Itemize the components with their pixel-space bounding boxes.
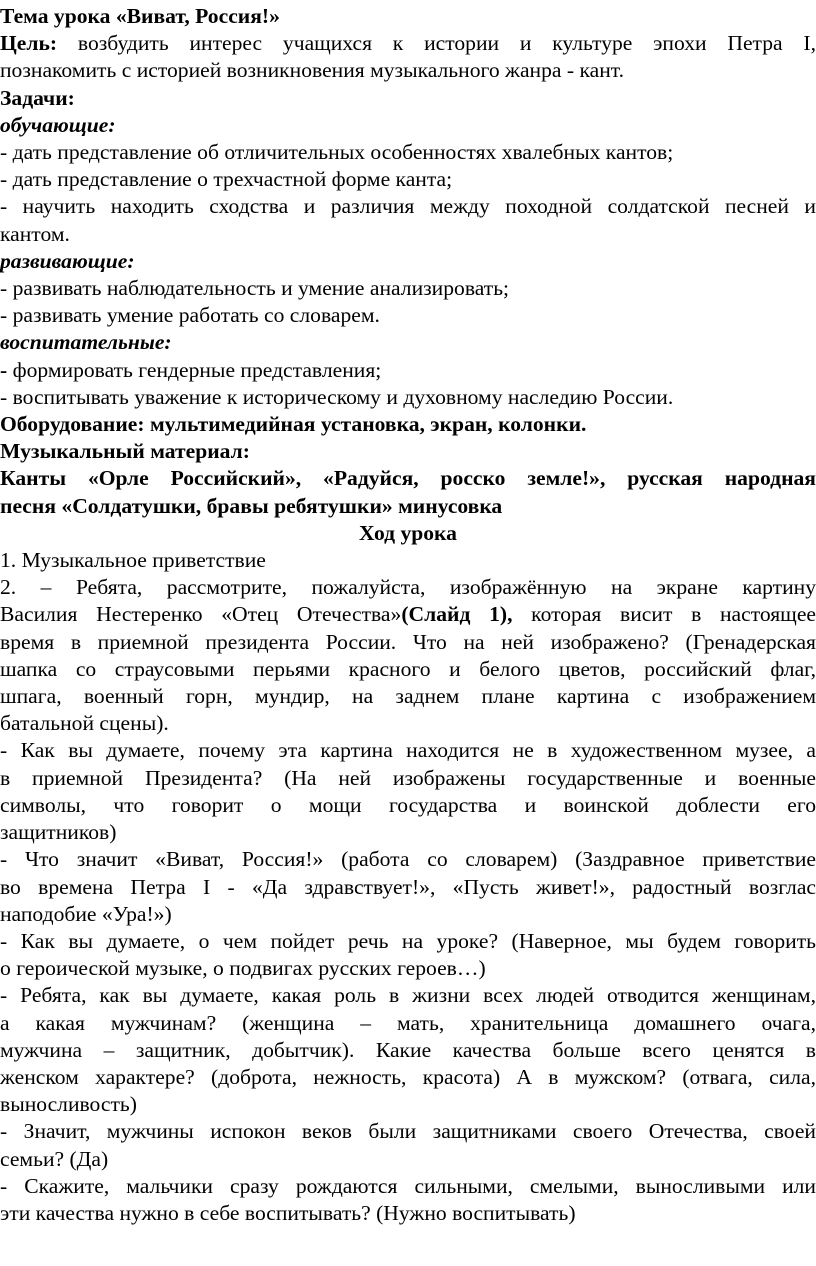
educational-item-2: - воспитывать уважение к историческому и духовному наследию России.: [0, 384, 674, 409]
paragraph-line: семьи? (Да): [0, 1146, 109, 1171]
developing-item: - развивать умение работать со словарем.: [0, 303, 380, 328]
step-2-text: которая висит в настоящее: [512, 602, 816, 627]
paragraph-line: во времена Петра I - «Да здравствует!», «Пусть живет!», радостный возглас: [0, 874, 816, 899]
teaching-item: - дать представление о трехчастной форме канта;: [0, 167, 453, 192]
equipment: Оборудование: мультимедийная установка, экран, колонки.: [0, 412, 587, 437]
goal-label: Цель:: [0, 31, 58, 56]
paragraph-line: - Значит, мужчины испокон веков были защитниками своего Отечества, своей: [0, 1119, 816, 1144]
music-label: Музыкальный материал:: [0, 439, 250, 464]
educational-text-1: формировать гендерные представления;: [7, 357, 382, 382]
step-1: 1. Музыкальное приветствие: [0, 548, 266, 573]
educational-label: воспитательные:: [0, 330, 172, 355]
music-material-line-2: песня «Солдатушки, бравы ребятушки» минусовка: [0, 493, 503, 518]
developing-label: развивающие:: [0, 248, 135, 273]
paragraph-line: мужчина – защитник, добытчик). Какие качества больше всего ценятся в: [0, 1037, 816, 1062]
goal-line-1: [0, 30, 816, 57]
goal-text-1: возбудить интерес учащихся к истории и культуре эпохи Петра I,: [77, 31, 816, 56]
paragraph-line: а какая мужчинам? (женщина – мать, хранительница домашнего очага,: [0, 1010, 816, 1035]
paragraph-line: - Что значит «Виват, Россия!» (работа со словарем) (Заздравное приветствие: [0, 847, 816, 872]
educational-dash: -: [0, 357, 8, 382]
paragraph-line: выносливость): [0, 1092, 137, 1117]
step-2-line: время в приемной президента России. Что на ней изображено? (Гренадерская: [0, 629, 816, 654]
paragraph-line: защитников): [0, 820, 117, 845]
lesson-topic: Тема урока «Виват, Россия!»: [0, 4, 280, 28]
paragraph-line: - Как вы думаете, почему эта картина находится не в художественном музее, а: [0, 738, 816, 763]
paragraph-line: наподобие «Ура!»): [0, 901, 172, 926]
tasks-label: Задачи:: [0, 85, 75, 110]
step-2-line: шапка со страусовыми перьями красного и белого цветов, российский флаг,: [0, 656, 816, 681]
step-2-line: [0, 601, 816, 628]
teaching-label: обучающие:: [0, 112, 116, 137]
paragraph-line: о героической музыке, о подвигах русских героев…): [0, 956, 486, 981]
music-material-line-1: Канты «Орле Российский», «Радуйся, росско земле!», русская народная: [0, 466, 816, 491]
paragraph-line: в приемной Президента? (На ней изображены государственные и военные: [0, 765, 816, 790]
paragraph-line: эти качества нужно в себе воспитывать? (Нужно воспитывать): [0, 1200, 576, 1225]
paragraph-line: - Скажите, мальчики сразу рождаются сильными, смелыми, выносливыми или: [0, 1173, 816, 1198]
lesson-heading: Ход урока: [359, 520, 457, 545]
step-2-line: шпага, военный горн, мундир, на заднем плане картина с изображением: [0, 684, 816, 709]
teaching-item: - дать представление об отличительных особенностях хвалебных кантов;: [0, 140, 674, 165]
teaching-item: кантом.: [0, 221, 70, 246]
developing-item: - развивать наблюдательность и умение анализировать;: [0, 276, 510, 301]
goal-line-2: познакомить с историей возникновения музыкального жанра - кант.: [0, 58, 624, 83]
teaching-item: - научить находить сходства и различия между походной солдатской песней и: [0, 194, 816, 219]
paragraph-line: символы, что говорит о мощи государства и воинской доблести его: [0, 792, 816, 817]
step-2-line: 2. – Ребята, рассмотрите, пожалуйста, изображённую на экране картину: [0, 575, 816, 600]
step-2-line: батальной сцены).: [0, 711, 169, 736]
educational-item-1: [0, 357, 816, 384]
slide-reference: (Слайд 1),: [401, 602, 513, 627]
paragraph-line: женском характере? (доброта, нежность, красота) А в мужском? (отвага, сила,: [0, 1064, 816, 1089]
paragraph-line: - Ребята, как вы думаете, какая роль в жизни всех людей отводится женщинам,: [0, 983, 816, 1008]
paragraph-line: - Как вы думаете, о чем пойдет речь на уроке? (Наверное, мы будем говорить: [0, 928, 816, 953]
step-2-painting: Василия Нестеренко «Отец Отечества»: [0, 602, 402, 627]
